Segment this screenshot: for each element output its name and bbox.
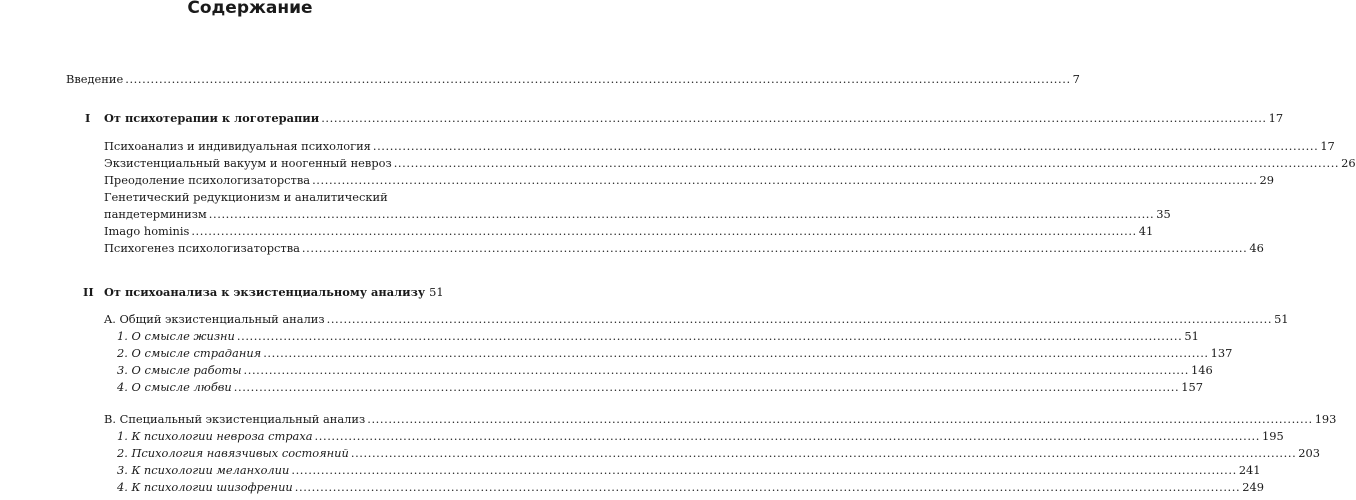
toc-entry[interactable] <box>104 139 1335 154</box>
dot-leader <box>367 412 1312 427</box>
toc-entry-page: 146 <box>1190 363 1213 377</box>
toc-entry[interactable] <box>117 446 1321 461</box>
part-numeral: II <box>83 285 94 299</box>
toc-entry[interactable] <box>104 207 1171 222</box>
toc-entry-page: 29 <box>1259 173 1275 187</box>
toc-entry-label: A. Общий экзистенциальный анализ <box>104 312 325 326</box>
toc-entry[interactable] <box>117 329 1199 344</box>
toc-entry-label: пандетерминизм <box>104 207 207 221</box>
toc-entry-page: 249 <box>1242 480 1264 494</box>
page-title: Содержание <box>187 0 313 18</box>
toc-entry[interactable] <box>117 480 1264 495</box>
toc-entry-page: 137 <box>1210 346 1233 360</box>
toc-entry-label: Психогенез психологизаторства <box>104 241 300 255</box>
toc-entry-label: 1. К психологии невроза страха <box>117 429 313 443</box>
toc-entry-page: 35 <box>1156 207 1171 221</box>
dot-leader <box>312 173 1257 188</box>
toc-entry-introduction[interactable] <box>66 72 1080 87</box>
dot-leader <box>191 224 1136 239</box>
toc-entry-page: 157 <box>1181 380 1203 394</box>
toc-entry[interactable] <box>117 429 1284 444</box>
toc-entry[interactable] <box>104 224 1154 239</box>
dot-leader <box>302 241 1247 256</box>
dot-leader <box>373 139 1318 154</box>
toc-entry-page: 193 <box>1314 412 1337 426</box>
toc-entry[interactable] <box>117 363 1213 378</box>
toc-entry-label: Преодоление психологизаторства <box>104 173 311 187</box>
toc-entry[interactable] <box>104 241 1264 256</box>
dot-leader <box>327 312 1272 327</box>
dot-leader <box>351 446 1296 461</box>
dot-leader <box>244 363 1189 378</box>
toc-entry[interactable] <box>117 380 1203 395</box>
toc-entry-page: 241 <box>1238 463 1261 477</box>
toc-entry-label: B. Специальный экзистенциальный анализ <box>104 412 366 426</box>
toc-entry-label: 4. О смысле любви <box>117 380 232 394</box>
dot-leader <box>125 72 1070 87</box>
toc-entry[interactable] <box>104 156 1356 171</box>
toc-entry[interactable] <box>117 463 1261 478</box>
toc-part-heading[interactable] <box>104 285 444 300</box>
toc-entry-label: Imago hominis <box>104 224 190 238</box>
dot-leader <box>295 480 1240 495</box>
toc-entry-label: 1. О смысле жизни <box>117 329 235 343</box>
toc-entry[interactable] <box>117 346 1233 361</box>
toc-entry-page: 17 <box>1268 111 1284 125</box>
toc-entry-page: 51 <box>429 285 444 299</box>
dot-leader <box>394 156 1339 171</box>
toc-entry-label: Психоанализ и индивидуальная психология <box>104 139 371 153</box>
dot-leader <box>321 111 1266 126</box>
toc-entry-label: От психотерапии к логотерапии <box>104 111 320 125</box>
toc-entry-page: 51 <box>1184 329 1199 343</box>
toc-entry-label: От психоанализа к экзистенциальному анализу <box>104 285 426 299</box>
toc-section-heading[interactable] <box>104 412 1337 427</box>
toc-entry-label: Введение <box>66 72 124 86</box>
dot-leader <box>291 463 1236 478</box>
toc-entry-page: 17 <box>1320 139 1335 153</box>
toc-entry-page: 41 <box>1138 224 1154 238</box>
part-numeral: I <box>85 111 91 125</box>
dot-leader <box>234 380 1179 395</box>
toc-part-heading[interactable] <box>104 111 1284 126</box>
toc-entry-label: 3. К психологии меланхолии <box>117 463 290 477</box>
dot-leader <box>263 346 1208 361</box>
toc-entry-page: 7 <box>1072 72 1080 86</box>
toc-entry-page: 51 <box>1274 312 1289 326</box>
toc-entry-page: 195 <box>1262 429 1284 443</box>
toc-entry-page: 46 <box>1249 241 1264 255</box>
dot-leader <box>209 207 1154 222</box>
dot-leader <box>237 329 1182 344</box>
toc-entry-label: 2. Психология навязчивых состояний <box>117 446 349 460</box>
toc-entry-label: Экзистенциальный вакуум и ноогенный невроз <box>104 156 392 170</box>
toc-entry-label: 2. О смысле страдания <box>117 346 262 360</box>
toc-entry-label-line1: Генетический редукционизм и аналитический <box>104 190 388 204</box>
toc-entry-page: 203 <box>1298 446 1321 460</box>
toc-section-heading[interactable] <box>104 312 1289 327</box>
toc-entry-label: 4. К психологии шизофрении <box>117 480 293 494</box>
toc-entry-label: 3. О смысле работы <box>117 363 242 377</box>
dot-leader <box>315 429 1260 444</box>
toc-entry[interactable] <box>104 173 1275 188</box>
toc-entry-page: 26 <box>1341 156 1356 170</box>
